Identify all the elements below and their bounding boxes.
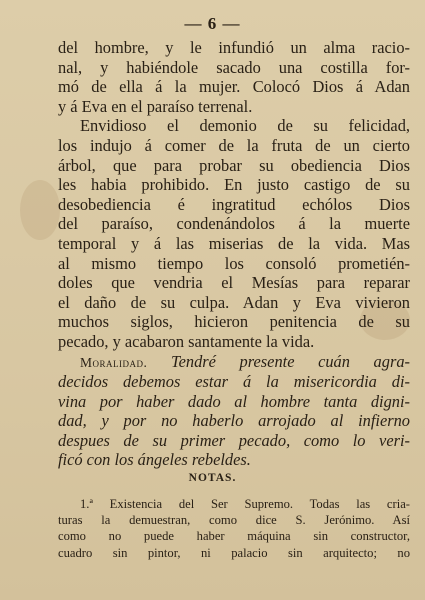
text-line: dad, y por no haberlo arrojado al infierno — [58, 411, 410, 431]
note-line: cuadro sin pintor, ni palacio sin arquitecto; no — [58, 545, 410, 560]
note-line: como no puede haber máquina sin constructor, — [58, 529, 410, 544]
text-line: mó de ella á la mujer. Colocó Dios á Adan — [58, 77, 410, 97]
text-line: del paraíso, condenándolos á la muerte — [58, 214, 410, 234]
text-line: desobediencia é ingratitud echólos Dios — [58, 194, 410, 214]
notes-heading: NOTAS. — [188, 472, 237, 484]
text-line: el daño de su culpa. Adan y Eva vivieron — [58, 292, 410, 312]
text-line: Envidioso el demonio de su felicidad, — [80, 116, 410, 136]
text-line: y á Eva en el paraíso terrenal. — [58, 96, 253, 116]
note-line: turas la demuestran, como dice S. Jerónimo. Así — [58, 513, 410, 528]
moralidad-first-line — [58, 352, 410, 373]
text-line: doles que vendria el Mesías para reparar — [58, 273, 410, 293]
text-line: los indujo á comer de la fruta de un cierto — [58, 135, 410, 155]
text-line: despues de su primer pecado, como lo veri- — [58, 430, 410, 450]
moralidad-label: Moralidad. — [80, 354, 148, 370]
notes-text — [58, 496, 410, 561]
text-line: al mismo tiempo los consoló prometién- — [58, 253, 410, 273]
text-line: árbol, que para probar su obediencia Dios — [58, 155, 410, 175]
text-line: vina por haber dado al hombre tanta digni- — [58, 391, 410, 411]
text-line: ficó con los ángeles rebeldes. — [58, 450, 251, 470]
text-line: pecado, y acabaron santamente la vida. — [58, 331, 315, 351]
text-line: muchos siglos, hicieron penitencia de su — [58, 312, 410, 332]
text-line: temporal y á las miserias de la vida. Mas — [58, 233, 410, 253]
text-line: les habia prohibido. En justo castigo de su — [58, 175, 410, 195]
moralidad-text: Tendré presente cuán agra- — [171, 351, 410, 371]
text-line: decidos debemos estar á la misericordia di- — [58, 372, 410, 392]
text-line: del hombre, y le infundió un alma racio- — [58, 38, 410, 57]
main-text — [58, 38, 410, 470]
note-line: 1.ª Existencia del Ser Supremo. Todas las cria- — [80, 497, 410, 511]
paper-stain — [20, 180, 60, 240]
text-line: nal, y habiéndole sacado una costilla for- — [58, 57, 410, 77]
page-number: — 6 — — [184, 14, 241, 33]
